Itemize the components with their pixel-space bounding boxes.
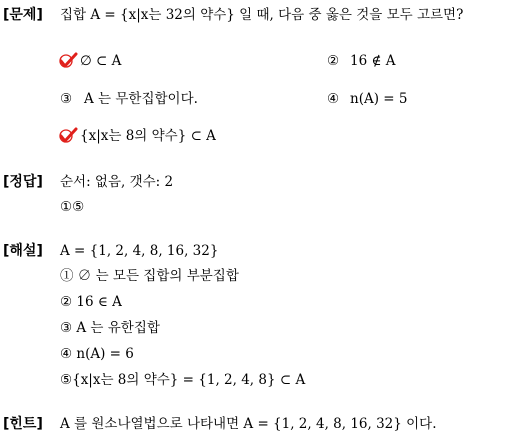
explanation-line-3: ② 16 ∈ A <box>60 294 122 310</box>
explanation-line-6: ⑤{x|x는 8의 약수} = {1, 2, 4, 8} ⊂ A <box>60 372 306 388</box>
explanation-tag: [해설] <box>3 243 43 259</box>
explanation-line-2: ① ∅ 는 모든 집합의 부분집합 <box>60 268 239 284</box>
problem-tag: [문제] <box>3 7 43 23</box>
option-2-text: 16 ∉ A <box>350 53 396 69</box>
explanation-line-5: ④ n(A) = 6 <box>60 346 134 362</box>
answer-line-1: 순서: 없음, 갯수: 2 <box>60 174 174 190</box>
question-text: 집합 A = {x|x는 32의 약수} 일 때, 다음 중 옳은 것을 모두 고르면? <box>60 7 464 23</box>
option-4-text: n(A) = 5 <box>350 91 408 107</box>
answer-tag: [정답] <box>3 174 43 190</box>
checkmark-icon <box>58 52 78 70</box>
hint-text: A 를 원소나열법으로 나타내면 A = {1, 2, 4, 8, 16, 32} 이다. <box>60 416 437 432</box>
hint-tag: [힌트] <box>3 416 43 432</box>
option-4-number: ④ <box>327 91 340 107</box>
option-3-text: A 는 무한집합이다. <box>84 91 198 107</box>
explanation-line-1: A = {1, 2, 4, 8, 16, 32} <box>60 243 219 259</box>
option-2-number: ② <box>327 53 340 69</box>
answer-line-2: ①⑤ <box>60 199 85 215</box>
option-5-text: {x|x는 8의 약수} ⊂ A <box>80 128 216 144</box>
option-3-number: ③ <box>60 91 73 107</box>
checkmark-icon <box>58 127 78 145</box>
explanation-line-4: ③ A 는 유한집합 <box>60 320 160 336</box>
option-1-text: ∅ ⊂ A <box>80 53 122 69</box>
